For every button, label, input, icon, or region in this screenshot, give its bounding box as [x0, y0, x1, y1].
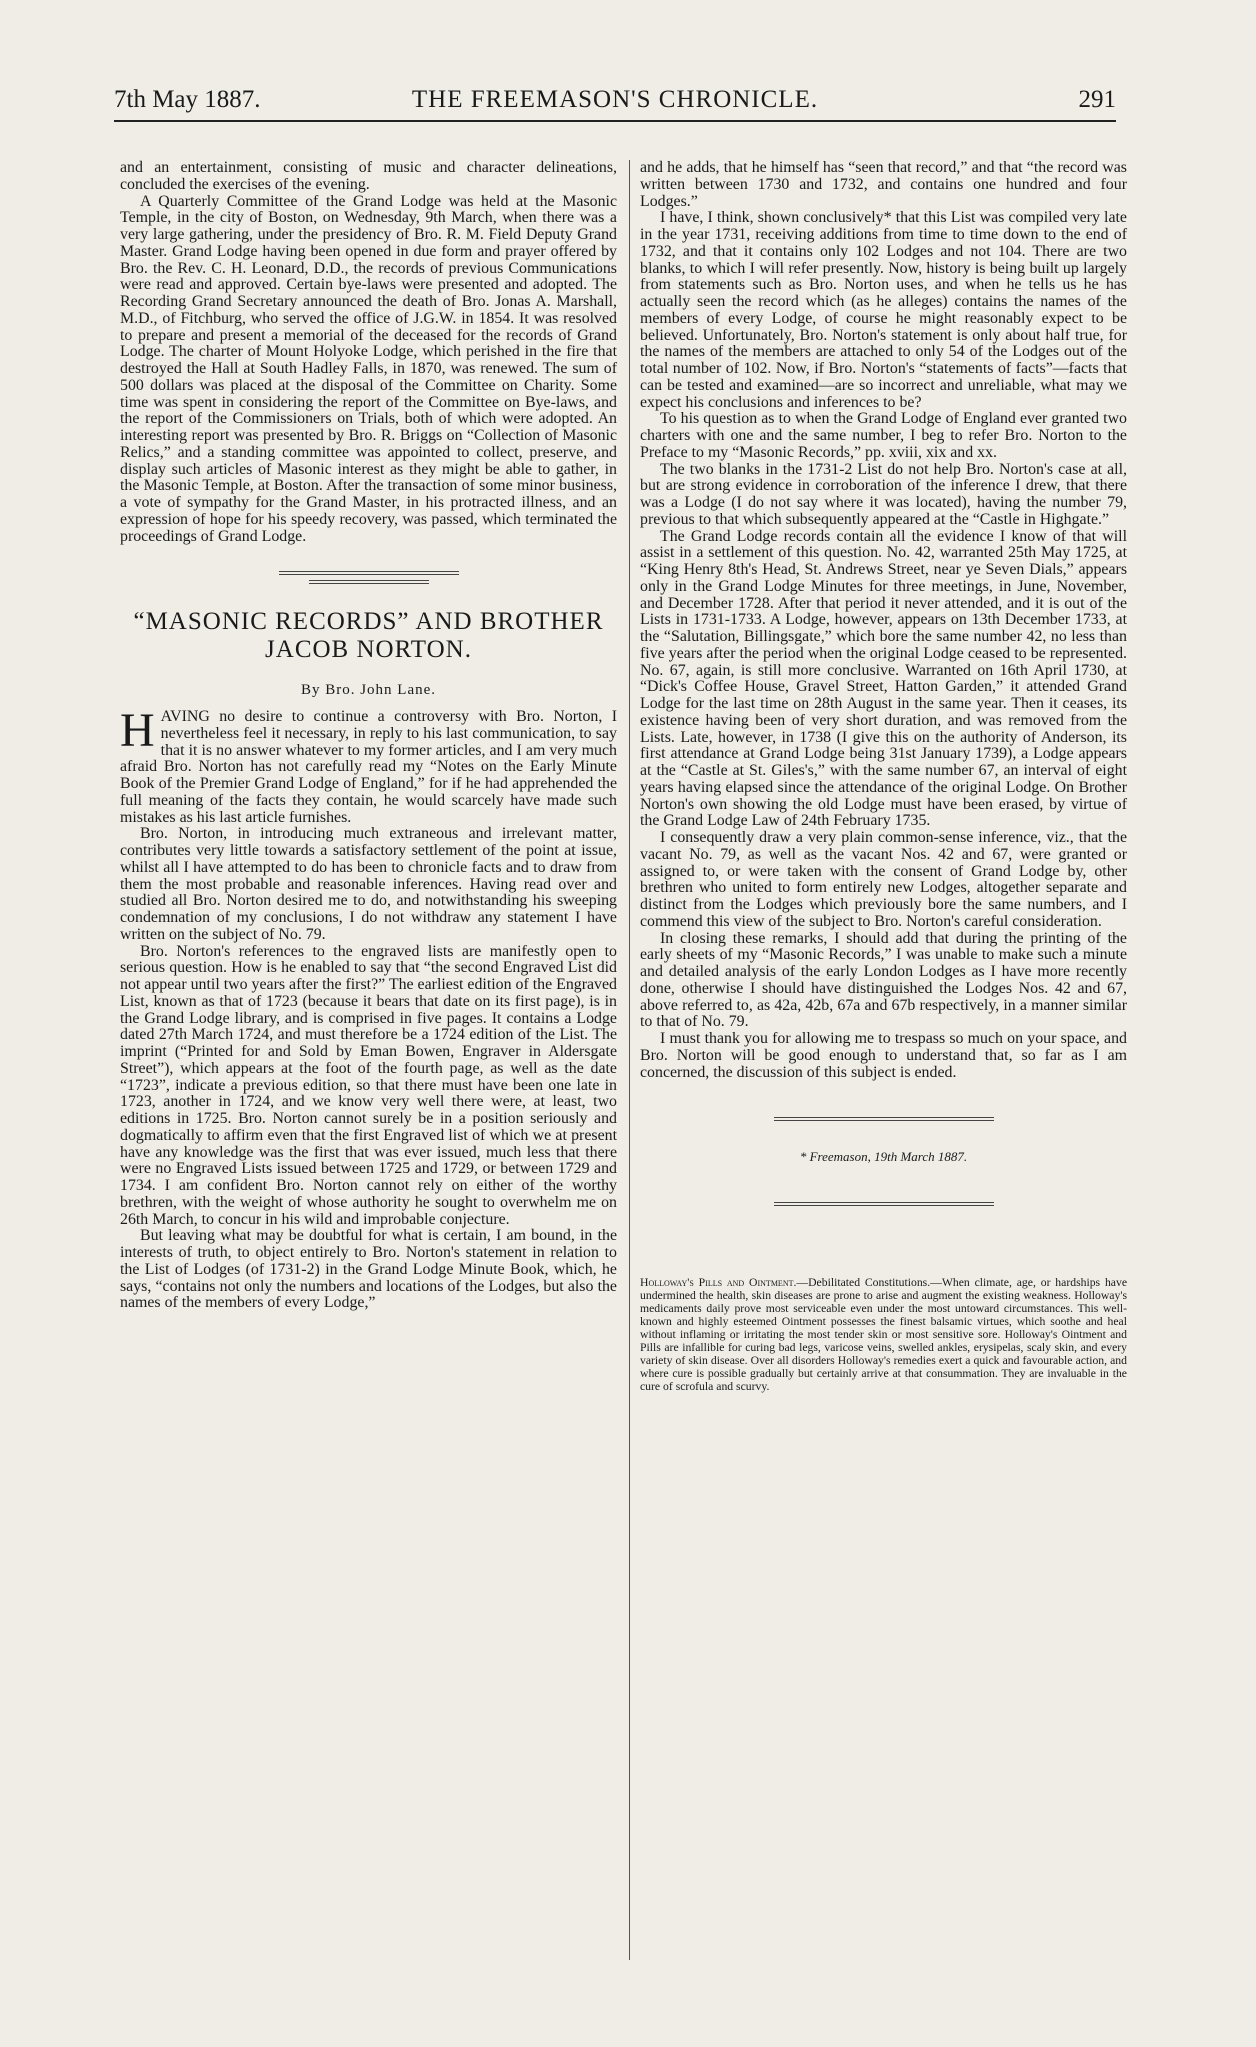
paragraph: I must thank you for allowing me to trespass so much on your space, and Bro. Norton will be good enough to understand that, so far as I am concerned, the discussion of this subject is ended. [640, 1030, 1127, 1081]
article-title-line: “MASONIC RECORDS” AND BROTHER [133, 608, 604, 636]
article-title [120, 608, 617, 664]
paragraph: A Quarterly Committee of the Grand Lodge was held at the Masonic Temple, in the city of Boston, on Wednesday, 9th March, when there was a very large gathering, under the presidency of Bro. R. M. Field Deputy Grand Master. Grand Lodge having been opened in due form and prayer offered by Bro. the Rev. C. H. Leonard, D.D., the records of previous Communications were read and approved. Certain bye-laws were presented and adopted. The Recording Grand Secretary announced the death of Bro. Jonas A. Marshall, M.D., of Fitchburg, who served the office of J.G.W. in 1854. It was resolved to prepare and present a memorial of the deceased for the records of Grand Lodge. The charter of Mount Holyoke Lodge, which perished in the fire that destroyed the Hall at South Hadley Falls, in 1870, was renewed. The sum of 500 dollars was placed at the disposal of the Committee on Charity. Some time was spent in considering the report of the Committee on Bye-laws, and the report of the Commissioners on Trials, both of which were adopted. An interesting report was presented by Bro. R. Briggs on “Collection of Masonic Relics,” and a standing committee was appointed to collect, preserve, and display such articles of Masonic interest as they might be able to gather, in the Masonic Temple, at Boston. After the transaction of some minor business, a vote of sympathy for the Grand Master, in his protracted illness, and an expression of hope for his speedy recovery, was passed, which terminated the proceedings of Grand Lodge. [120, 192, 617, 545]
publication-title: THE FREEMASON'S CHRONICLE. [411, 86, 819, 113]
page-header [114, 86, 1116, 122]
paragraph: I consequently draw a very plain common-sense inference, viz., that the vacant No. 79, as well as the vacant Nos. 42 and 67, were granted or assigned to, or were taken with the consent of Grand Lodge by, other brethren who united to form entirely new Lodges, altogether separate and distinct from the Lodges which previously bore the same numbers, and I commend this view of the subject to Bro. Norton's careful consideration. [640, 829, 1127, 930]
paragraph: and he adds, that he himself has “seen that record,” and that “the record was written between 1730 and 1732, and contains one hundred and four Lodges.” [640, 159, 1127, 210]
drop-cap: H [120, 704, 155, 757]
byline: By Bro. John Lane. [300, 682, 437, 699]
paragraph: But leaving what may be doubtful for what is certain, I am bound, in the interests of truth, to object entirely to Bro. Norton's statement in relation to the List of Lodges (of 1731-2) in the Grand Lodge Minute Book, which, he says, “contains not only the numbers and locations of the Lodges, but also the names of the members of every Lodge,” [120, 1227, 617, 1312]
paragraph: The two blanks in the 1731-2 List do not help Bro. Norton's case at all, but are strong evidence in corroboration of the inference I drew, that there was a Lodge (I do not say where it was located), having the number 79, previous to that which subsequently appeared at the “Castle in Highgate.” [640, 460, 1127, 528]
paragraph: I have, I think, shown conclusively* that this List was compiled very late in the year 1731, receiving additions from time to time down to the end of 1732, and that it contains only 102 Lodges and not 104. There are two blanks, to which I will refer presently. Now, history is being built up largely from statements such as Bro. Norton uses, and when he tells us he has actually seen the record which (as he alleges) contains the names of the members of every Lodge, of course he might reasonably expect to be believed. Unfortunately, Bro. Norton's statement is only about half true, for the names of the members are attached to only 54 of the Lodges out of the total number of 102. Now, if Bro. Norton's “statements of facts”—facts that can be tested and examined—are so incorrect and unreliable, what may we expect his conclusions and inferences to be? [640, 209, 1127, 411]
section-rule [774, 1117, 994, 1121]
section-rule [774, 1202, 994, 1206]
article-intro [120, 704, 617, 826]
issue-date: 7th May 1887. [114, 86, 261, 113]
section-rule [309, 580, 429, 584]
paragraph: To his question as to when the Grand Lodge of England ever granted two charters with one and the same number, I beg to refer Bro. Norton to the Preface to my “Masonic Records,” pp. xviii, xix and xx. [640, 410, 1127, 461]
ad-lead: Holloway's Pills and Ointment. [640, 1276, 797, 1289]
page-number: 291 [1078, 86, 1116, 113]
advertisement [640, 1276, 1127, 1393]
paragraph: Bro. Norton, in introducing much extraneous and irrelevant matter, contributes very little towards a satisfactory settlement of the point at issue, whilst all I have attempted to do has been to chronicle facts and to draw from them the most probable and reasonable inferences. Having read over and studied all Bro. Norton desired me to do, and notwithstanding his sweeping condemnation of my conclusions, I do not withdraw any statement I have written on the subject of No. 79. [120, 825, 617, 943]
intro-text: AVING no desire to continue a controversy with Bro. Norton, I nevertheless feel it necessary, in reply to his last communication, to say that it is no answer whatever to my former articles, and I am very much afraid Bro. Norton has not carefully read my “Notes on the Early Minute Book of the Premier Grand Lodge of England,” for if he had apprehended the full meaning of the facts they contain, he would scarcely have made such mistakes as his last article furnishes. [120, 708, 617, 826]
footnote: * Freemason, 19th March 1887. [799, 1149, 968, 1165]
paragraph: Bro. Norton's references to the engraved lists are manifestly open to serious question. How is he enabled to say that “the second Engraved List did not appear until two years after the first?” The earliest edition of the Engraved List, known as that of 1723 (because it bears that date on its first page), is in the Grand Lodge library, and is comprised in five pages. It contains a Lodge dated 27th March 1724, and must therefore be a 1724 edition of the List. The imprint (“Printed for and Sold by Eman Bowen, Engraver in Aldersgate Street”), which appears at the foot of the fourth page, as well as the date “1723”, indicate a previous edition, so that there must have been one late in 1723, another in 1724, and we know very well there were, at least, two editions in 1725. Bro. Norton cannot surely be in a position seriously and dogmatically to affirm even that the first Engraved list of which we at present have any knowledge was the first that was ever issued, much less that there were no Engraved Lists issued between 1725 and 1729, or between 1729 and 1734. I am confident Bro. Norton cannot rely on either of the worthy brethren, with the weight of whose authority he sought to overwhelm me on 26th March, to concur in his wild and improbable conjecture. [120, 942, 617, 1228]
column-divider [629, 160, 630, 1960]
paragraph: In closing these remarks, I should add that during the printing of the early sheets of my “Masonic Records,” I was unable to make such a minute and detailed analysis of the early London Lodges as I have more recently done, otherwise I should have distinguished the Lodges Nos. 42 and 67, above referred to, as 42a, 42b, 67a and 67b respectively, in a manner similar to that of No. 79. [640, 929, 1127, 1031]
paragraph: and an entertainment, consisting of music and character delineations, concluded the exercises of the evening. [120, 159, 617, 193]
article-title-line: JACOB NORTON. [265, 636, 472, 664]
right-column [640, 160, 1127, 1393]
ad-text: —Debilitated Constitutions.—When climate, age, or hardships have undermined the health, skin diseases are prone to arise and augment the existing weakness. Holloway's medicaments daily prove most serviceable even under the most untoward circumstances. This well-known and highly esteemed Ointment possesses the finest balsamic virtues, which soothe and heal without inflaming or irritating the most tender skin or most sensitive sore. Holloway's Ointment and Pills are infallible for curing bad legs, varicose veins, swelled ankles, erysipelas, scaly skin, and every variety of skin disease. Over all disorders Holloway's remedies exert a quick and favourable action, and where cure is possible gradually but certainly arrive at that consummation. They are invaluable in the cure of scrofula and scurvy. [640, 1276, 1128, 1393]
left-column [120, 160, 617, 1312]
section-rule [279, 571, 459, 575]
paragraph: The Grand Lodge records contain all the evidence I know of that will assist in a settlement of this question. No. 42, warranted 25th May 1725, at “King Henry 8th's Head, St. Andrews Street, near ye Seven Dials,” appears only in the Grand Lodge Minutes for three meetings, in June, November, and December 1728. After that period it never attended, and it is out of the Lists in 1731-1733. A Lodge, however, appears on 13th December 1733, at the “Salutation, Billingsgate,” which bore the same number 42, no less than five years after the period when the original Lodge ceased to be represented. No. 67, again, is still more conclusive. Warranted on 16th April 1730, at “Dick's Coffee House, Gravel Street, Hatton Garden,” it attended Grand Lodge for the last time on 28th August in the same year. Then it ceases, its existence having been of very short duration, and was removed from the Lists. Late, however, in 1738 (I give this on the authority of Anderson, its first attendance at Grand Lodge being 31st January 1739), a Lodge appears at the “Castle at St. Giles's,” with the same number 67, an interval of eight years having elapsed since the attendance of the original Lodge. On Brother Norton's own showing the old Lodge must have been erased, by virtue of the Grand Lodge Law of 24th February 1735. [640, 527, 1127, 830]
